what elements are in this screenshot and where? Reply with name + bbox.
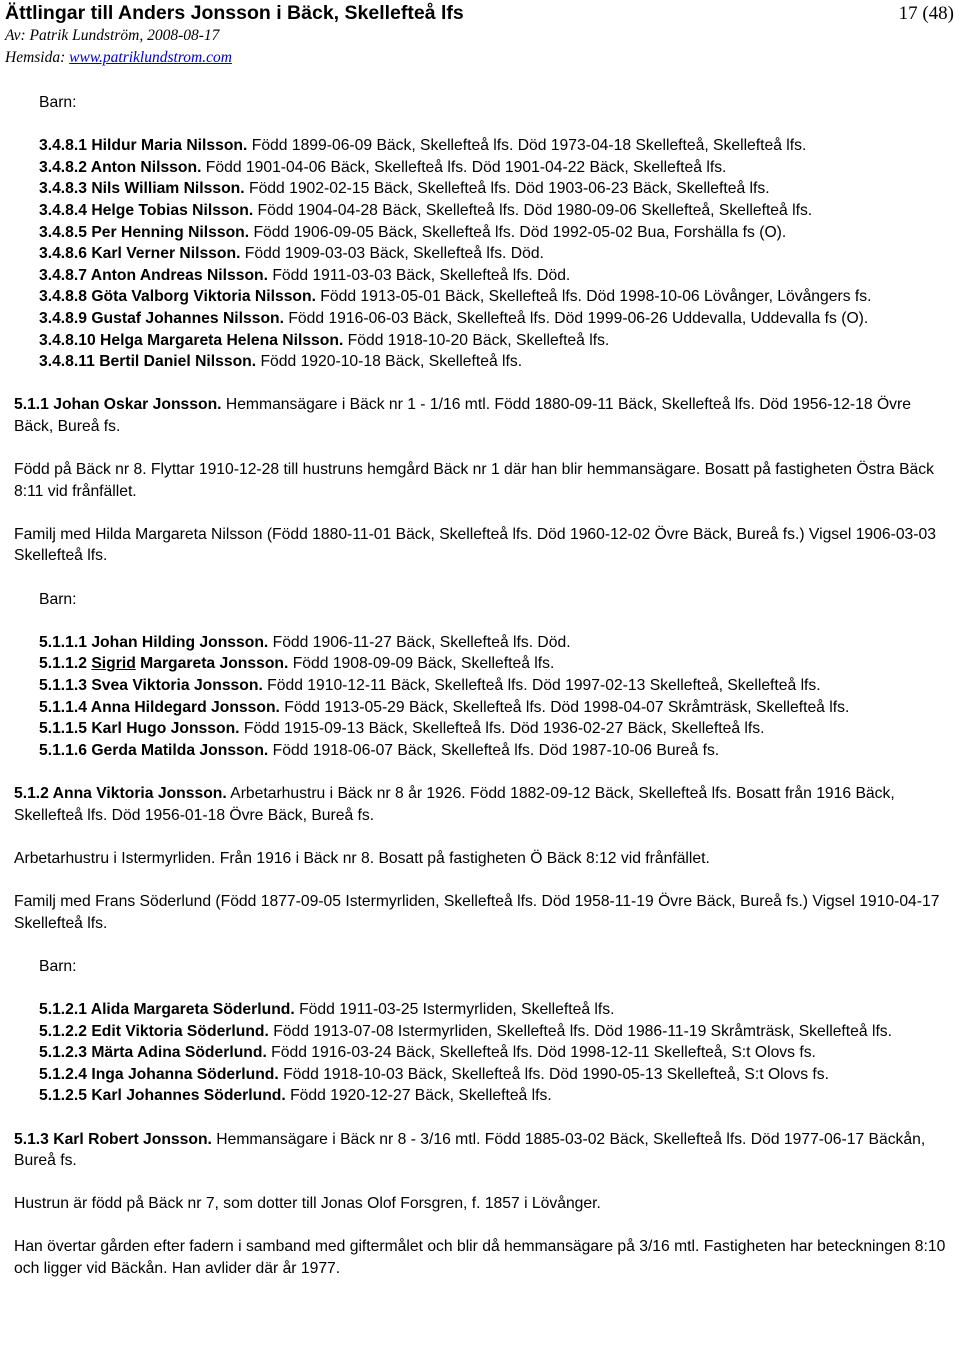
child-info: Född 1902-02-15 Bäck, Skellefteå lfs. Död 1903-06-23 Bäck, Skellefteå lfs. (244, 180, 770, 198)
child-entry (39, 286, 954, 308)
child-name: 5.1.1.2 Sigrid Margareta Jonsson. (39, 655, 289, 673)
homepage-label: Hemsida: (5, 49, 70, 66)
child-info: Född 1920-12-27 Bäck, Skellefteå lfs. (285, 1087, 552, 1105)
child-info: Född 1906-11-27 Bäck, Skellefteå lfs. Död. (268, 633, 571, 651)
child-entry (39, 243, 954, 265)
family-line: Familj med Hilda Margareta Nilsson (Född 1880-11-01 Bäck, Skellefteå lfs. Död 1960-12-02 Övre Bäck, Bureå fs.) Vigsel 1906-03-03 Skellefteå lfs. (14, 525, 936, 565)
child-name: 3.4.8.10 Helga Margareta Helena Nilsson. (39, 331, 344, 349)
homepage-link[interactable]: www.patriklundstrom.com (69, 49, 232, 66)
child-name: 5.1.2.1 Alida Margareta Söderlund. (39, 1000, 295, 1018)
child-name: 3.4.8.3 Nils William Nilsson. (39, 180, 245, 198)
child-info: Född 1906-09-05 Bäck, Skellefteå lfs. Död 1992-05-02 Bua, Forshälla fs (O). (249, 223, 787, 241)
child-entry (39, 653, 954, 675)
child-name: 5.1.1.3 Svea Viktoria Jonsson. (39, 677, 263, 695)
document-title: Ättlingar till Anders Jonsson i Bäck, Skellefteå lfs (5, 2, 464, 24)
child-entry (39, 135, 954, 157)
child-info: Född 1910-12-11 Bäck, Skellefteå lfs. Död 1997-02-13 Skellefteå, Skellefteå lfs. (262, 677, 821, 695)
child-entry (39, 1064, 954, 1086)
child-entry (39, 675, 954, 697)
child-name: 5.1.2.4 Inga Johanna Söderlund. (39, 1065, 279, 1083)
child-entry (39, 265, 954, 287)
child-entry (39, 999, 954, 1021)
child-name: 3.4.8.1 Hildur Maria Nilsson. (39, 137, 248, 155)
person-5-1-2 (14, 783, 954, 826)
child-info: Född 1918-06-07 Bäck, Skellefteå lfs. Död 1987-10-06 Bureå fs. (268, 741, 720, 759)
child-info: Född 1911-03-03 Bäck, Skellefteå lfs. Död. (267, 266, 571, 284)
homepage-line (5, 48, 232, 68)
child-name: 5.1.1.1 Johan Hilding Jonsson. (39, 633, 269, 651)
child-entry (39, 697, 954, 719)
person-name: 5.1.1 Johan Oskar Jonsson. (14, 396, 222, 414)
person-name: 5.1.2 Anna Viktoria Jonsson. (14, 785, 227, 802)
child-info: Född 1918-10-20 Bäck, Skellefteå lfs. (343, 331, 610, 349)
document-body (14, 92, 954, 1280)
child-info: Född 1913-05-29 Bäck, Skellefteå lfs. Död 1998-04-07 Skråmträsk, Skellefteå lfs. (279, 698, 850, 716)
child-info: Född 1909-03-03 Bäck, Skellefteå lfs. Död. (240, 245, 544, 263)
child-name: 3.4.8.6 Karl Verner Nilsson. (39, 245, 241, 263)
child-entry (39, 632, 954, 654)
person-name: 5.1.3 Karl Robert Jonsson. (14, 1130, 212, 1148)
family-line: Familj med Frans Söderlund (Född 1877-09-05 Istermyrliden, Skellefteå lfs. Död 1958-11-19 Övre Bäck, Bureå fs.) Vigsel 1910-04-17 Skellefteå lfs. (14, 892, 940, 932)
child-entry (39, 351, 954, 373)
child-info: Född 1908-09-09 Bäck, Skellefteå lfs. (288, 655, 555, 673)
person-note: Han övertar gården efter fadern i samband med giftermålet och blir då hemmansägare på 3/16 mtl. Fastigheten har beteckningen 8:10 och ligger vid Bäckån. Han avlider där år 1977. (14, 1238, 946, 1278)
child-info: Född 1904-04-28 Bäck, Skellefteå lfs. Död 1980-09-06 Skellefteå, Skellefteå lfs. (253, 201, 813, 219)
child-info: Född 1920-10-18 Bäck, Skellefteå lfs. (256, 353, 523, 371)
person-info: Hemmansägare i Bäck nr 1 - 1/16 mtl. Född 1880-09-11 Bäck, Skellefteå lfs. Död 1956-12-18 Övre Bäck, Bureå fs. (14, 396, 911, 435)
child-entry (39, 178, 954, 200)
child-entry (39, 222, 954, 244)
child-name: 5.1.2.2 Edit Viktoria Söderlund. (39, 1022, 269, 1040)
child-info: Född 1913-07-08 Istermyrliden, Skellefteå lfs. Död 1986-11-19 Skråmträsk, Skellefteå lfs. (268, 1022, 893, 1040)
child-name: 3.4.8.8 Göta Valborg Viktoria Nilsson. (39, 288, 316, 306)
child-list-3-4-8 (14, 135, 954, 373)
person-note: Hustrun är född på Bäck nr 7, som dotter till Jonas Olof Forsgren, f. 1857 i Lövånger. (14, 1195, 601, 1213)
person-5-1-3 (14, 1129, 954, 1172)
child-entry (39, 1042, 954, 1064)
children-label: Barn: (39, 957, 77, 975)
child-name: 3.4.8.4 Helge Tobias Nilsson. (39, 201, 254, 219)
child-name: 3.4.8.9 Gustaf Johannes Nilsson. (39, 309, 284, 327)
child-name: 5.1.1.6 Gerda Matilda Jonsson. (39, 741, 269, 759)
child-info: Född 1901-04-06 Bäck, Skellefteå lfs. Död 1901-04-22 Bäck, Skellefteå lfs. (201, 158, 727, 176)
child-name: 3.4.8.11 Bertil Daniel Nilsson. (39, 353, 257, 371)
child-info: Född 1913-05-01 Bäck, Skellefteå lfs. Död 1998-10-06 Lövånger, Lövångers fs. (315, 288, 872, 306)
child-info: Född 1915-09-13 Bäck, Skellefteå lfs. Död 1936-02-27 Bäck, Skellefteå lfs. (239, 720, 765, 738)
child-info: Född 1916-03-24 Bäck, Skellefteå lfs. Död 1998-12-11 Skellefteå, S:t Olovs fs. (266, 1044, 816, 1062)
author-line: Av: Patrik Lundström, 2008-08-17 (5, 27, 220, 44)
child-name: 5.1.1.4 Anna Hildegard Jonsson. (39, 698, 280, 716)
child-info: Född 1916-06-03 Bäck, Skellefteå lfs. Död 1999-06-26 Uddevalla, Uddevalla fs (O). (283, 309, 869, 327)
underlined-first-name: Sigrid (91, 655, 136, 673)
child-entry (39, 740, 954, 762)
child-name: 3.4.8.7 Anton Andreas Nilsson. (39, 266, 268, 284)
child-entry (39, 718, 954, 740)
child-name: 5.1.2.5 Karl Johannes Söderlund. (39, 1087, 286, 1105)
child-entry (39, 1085, 954, 1107)
child-entry (39, 157, 954, 179)
child-name: 5.1.2.3 Märta Adina Söderlund. (39, 1044, 267, 1062)
child-entry (39, 200, 954, 222)
child-entry (39, 308, 954, 330)
child-name: 5.1.1.5 Karl Hugo Jonsson. (39, 720, 240, 738)
child-name: 3.4.8.2 Anton Nilsson. (39, 158, 202, 176)
person-note: Född på Bäck nr 8. Flyttar 1910-12-28 till hustruns hemgård Bäck nr 1 där han blir hemmansägare. Bosatt på fastigheten Östra Bäck 8:11 vid frånfället. (14, 461, 934, 500)
child-entry (39, 330, 954, 352)
person-note: Arbetarhustru i Istermyrliden. Från 1916 i Bäck nr 8. Bosatt på fastigheten Ö Bäck 8:12 vid frånfället. (14, 849, 710, 867)
child-info: Född 1899-06-09 Bäck, Skellefteå lfs. Död 1973-04-18 Skellefteå, Skellefteå lfs. (247, 137, 807, 155)
child-entry (39, 1021, 954, 1043)
page-number: 17 (48) (898, 3, 954, 24)
person-5-1-1 (14, 394, 954, 437)
person-info: Arbetarhustru i Bäck nr 8 år 1926. Född 1882-09-12 Bäck, Skellefteå lfs. Bosatt från 1916 Bäck, Skellefteå lfs. Död 1956-01-18 Övre Bäck, Bureå fs. (14, 785, 895, 824)
children-label: Barn: (39, 590, 77, 608)
children-label: Barn: (39, 94, 77, 111)
child-list-5-1-2 (14, 999, 954, 1107)
child-info: Född 1911-03-25 Istermyrliden, Skellefteå lfs. (294, 1000, 615, 1018)
child-info: Född 1918-10-03 Bäck, Skellefteå lfs. Död 1990-05-13 Skellefteå, S:t Olovs fs. (278, 1065, 829, 1083)
person-info: Hemmansägare i Bäck nr 8 - 3/16 mtl. Född 1885-03-02 Bäck, Skellefteå lfs. Död 1977-06-17 Bäckån, Bureå fs. (14, 1130, 926, 1170)
child-name: 3.4.8.5 Per Henning Nilsson. (39, 223, 250, 241)
child-list-5-1-1 (14, 632, 954, 762)
